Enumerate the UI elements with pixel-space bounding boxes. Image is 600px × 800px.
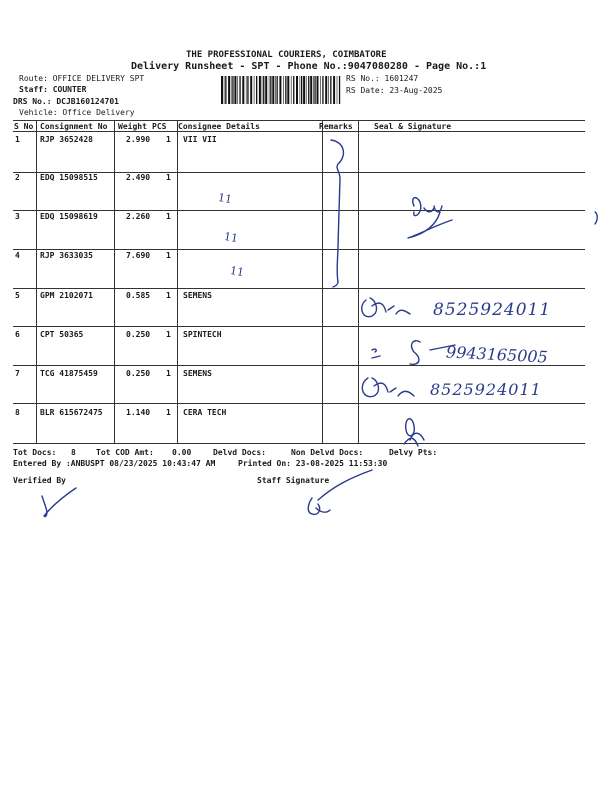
row-sno: 4 xyxy=(15,251,20,260)
signature-row7 xyxy=(362,378,414,397)
row-sno: 1 xyxy=(15,135,20,144)
tot-cod-value: 0.00 xyxy=(172,448,192,457)
handwritten-ditto: 11 xyxy=(222,229,240,246)
header-weight: Weight xyxy=(118,122,147,131)
signature-row5 xyxy=(362,298,410,317)
non-delvd-docs-label: Non Delvd Docs: xyxy=(291,448,364,457)
column-divider xyxy=(177,120,178,443)
handwritten-ditto: 11 xyxy=(228,263,246,280)
column-divider xyxy=(358,120,359,443)
header-consignee: Consignee Details xyxy=(178,122,260,131)
column-divider xyxy=(114,120,115,443)
row-consignment: BLR 615672475 xyxy=(40,408,103,417)
row-consignment: CPT 50365 xyxy=(40,330,84,339)
row-pcs: 1 xyxy=(166,291,171,300)
row-consignee: SEMENS xyxy=(183,369,212,378)
tot-docs-label: Tot Docs: xyxy=(13,448,57,457)
row-pcs: 1 xyxy=(166,212,171,221)
company-title: THE PROFESSIONAL COURIERS, COIMBATORE xyxy=(186,50,387,60)
row-sno: 5 xyxy=(15,291,20,300)
printed-on: Printed On: 23-08-2025 11:53:30 xyxy=(238,459,388,468)
column-divider xyxy=(36,120,37,443)
row-consignment: RJP 3633035 xyxy=(40,251,93,260)
row-weight: 1.140 xyxy=(126,408,151,417)
row-sno: 6 xyxy=(15,330,20,339)
vehicle-label: Vehicle: Office Delivery xyxy=(19,108,135,117)
row-divider xyxy=(13,172,585,173)
handwritten-phone: 9943165005 xyxy=(445,342,549,367)
signature-row6 xyxy=(372,341,455,365)
edge-mark xyxy=(595,212,597,224)
header-remarks: Remarks xyxy=(319,122,353,131)
rs-number: RS No.: 1601247 xyxy=(346,74,419,83)
row-consignee: SEMENS xyxy=(183,291,212,300)
row-weight: 0.585 xyxy=(126,291,151,300)
row-divider xyxy=(13,288,585,289)
column-divider xyxy=(322,120,323,443)
row-consignment: EDQ 15098619 xyxy=(40,212,98,221)
tot-cod-label: Tot COD Amt: xyxy=(96,448,154,457)
barcode-image xyxy=(221,76,341,104)
drs-number: DRS No.: DCJB160124701 xyxy=(13,97,119,106)
row-weight: 2.490 xyxy=(126,173,151,182)
row-divider xyxy=(13,249,585,250)
row-sno: 2 xyxy=(15,173,20,182)
row-weight: 7.690 xyxy=(126,251,151,260)
row-consignment: GPM 2102071 xyxy=(40,291,93,300)
row-consignment: TCG 41875459 xyxy=(40,369,98,378)
handwritten-phone: 8525924011 xyxy=(430,380,542,399)
entered-by: Entered By :ANBUSPT 08/23/2025 10:43:47 AM xyxy=(13,459,216,468)
row-pcs: 1 xyxy=(166,330,171,339)
rs-date: RS Date: 23-Aug-2025 xyxy=(346,86,443,95)
row-consignee: SPINTECH xyxy=(183,330,222,339)
delvd-docs-label: Delvd Docs: xyxy=(213,448,266,457)
row-sno: 3 xyxy=(15,212,20,221)
row-pcs: 1 xyxy=(166,408,171,417)
delvy-pts-label: Delvy Pts: xyxy=(389,448,438,457)
table-top-border xyxy=(13,120,585,121)
row-pcs: 1 xyxy=(166,251,171,260)
row-sno: 7 xyxy=(15,369,20,378)
row-pcs: 1 xyxy=(166,135,171,144)
tot-docs-value: 8 xyxy=(71,448,76,457)
row-weight: 0.250 xyxy=(126,369,151,378)
row-sno: 8 xyxy=(15,408,20,417)
runsheet-subtitle: Delivery Runsheet - SPT - Phone No.:9047080280 - Page No.:1 xyxy=(131,61,487,72)
handwritten-ditto: 11 xyxy=(216,190,234,207)
row-weight: 2.990 xyxy=(126,135,151,144)
staff-label: Staff: COUNTER xyxy=(19,85,87,94)
row-divider xyxy=(13,210,585,211)
route-label: Route: OFFICE DELIVERY SPT xyxy=(19,74,145,83)
row-weight: 0.250 xyxy=(126,330,151,339)
verified-signature xyxy=(42,488,76,517)
row-divider xyxy=(13,365,585,366)
signature-row3 xyxy=(408,198,452,238)
remarks-bracket xyxy=(331,140,343,287)
row-consignment: EDQ 15098515 xyxy=(40,173,98,182)
table-bottom-border xyxy=(13,443,585,444)
header-seal: Seal & Signature xyxy=(374,122,452,131)
row-consignee: VII VII xyxy=(183,135,217,144)
row-divider xyxy=(13,403,585,404)
handwritten-phone: 8525924011 xyxy=(433,300,552,320)
verified-by-label: Verified By xyxy=(13,476,66,485)
row-pcs: 1 xyxy=(166,369,171,378)
row-divider xyxy=(13,326,585,327)
row-consignee: CERA TECH xyxy=(183,408,227,417)
header-pcs: PCS xyxy=(152,122,167,131)
row-pcs: 1 xyxy=(166,173,171,182)
staff-signature-label: Staff Signature xyxy=(257,476,330,485)
table-header-border xyxy=(13,131,585,132)
signature-row8 xyxy=(404,419,424,446)
row-consignment: RJP 3652428 xyxy=(40,135,93,144)
header-consignment: Consignment No xyxy=(40,122,108,131)
row-weight: 2.260 xyxy=(126,212,151,221)
header-sno: S No xyxy=(14,122,34,131)
